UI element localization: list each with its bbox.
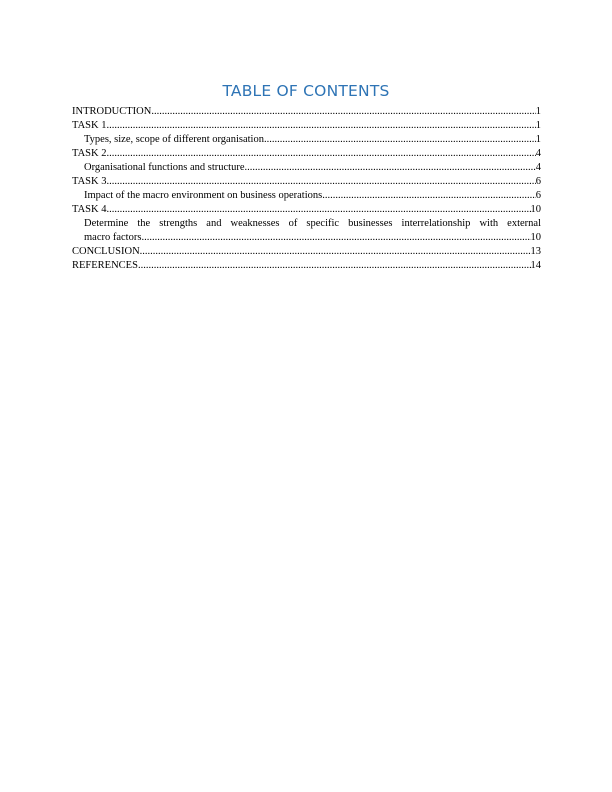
- toc-entry-label: Types, size, scope of different organisation: [84, 134, 264, 145]
- toc-dot-leader: [264, 133, 536, 147]
- toc-entry-page: 6: [535, 176, 541, 187]
- table-of-contents: [72, 105, 541, 273]
- toc-entry-label: REFERENCES: [72, 260, 138, 271]
- toc-dot-leader: [151, 105, 535, 119]
- toc-entry-page: 13: [530, 246, 541, 257]
- toc-dot-leader: [138, 259, 531, 273]
- toc-entry-page: 10: [530, 232, 541, 243]
- toc-entry-label: INTRODUCTION: [72, 106, 152, 117]
- toc-dot-leader: [106, 175, 535, 189]
- toc-entry-conclusion[interactable]: [72, 245, 541, 259]
- toc-entry-label: Impact of the macro environment on business operations: [84, 190, 323, 201]
- toc-entry-label: CONCLUSION: [72, 246, 140, 257]
- toc-dot-leader: [322, 189, 536, 203]
- toc-entry-label: TASK 3: [72, 176, 107, 187]
- toc-entry-introduction[interactable]: [72, 105, 541, 119]
- toc-entry-label: Organisational functions and structure: [84, 162, 245, 173]
- toc-dot-leader: [106, 203, 530, 217]
- toc-entry-task-1[interactable]: [72, 119, 541, 133]
- toc-entry-page: 4: [535, 162, 541, 173]
- toc-dot-leader: [106, 147, 535, 161]
- toc-subentry-strengths-weaknesses[interactable]: [72, 217, 541, 245]
- toc-entry-label: TASK 4: [72, 204, 107, 215]
- toc-entry-task-2[interactable]: [72, 147, 541, 161]
- toc-entry-page: 14: [530, 260, 541, 271]
- toc-dot-leader: [244, 161, 535, 175]
- toc-dot-leader: [141, 231, 530, 245]
- toc-entry-page: 1: [535, 120, 541, 131]
- toc-entry-label-line-2-row: [84, 231, 541, 245]
- toc-dot-leader: [106, 119, 535, 133]
- toc-entry-page: 6: [535, 190, 541, 201]
- toc-subentry-organisational-functions[interactable]: [72, 161, 541, 175]
- toc-entry-references[interactable]: [72, 259, 541, 273]
- toc-entry-page: 1: [535, 134, 541, 145]
- toc-entry-label: TASK 1: [72, 120, 107, 131]
- toc-entry-label-line-2: macro factors: [84, 232, 142, 243]
- toc-entry-task-4[interactable]: [72, 203, 541, 217]
- toc-subentry-types-size-scope[interactable]: [72, 133, 541, 147]
- toc-entry-page: 10: [530, 204, 541, 215]
- toc-entry-page: 4: [535, 148, 541, 159]
- toc-entry-label: TASK 2: [72, 148, 107, 159]
- toc-dot-leader: [140, 245, 531, 259]
- toc-entry-task-3[interactable]: [72, 175, 541, 189]
- toc-entry-label-line-1: Determine the strengths and weaknesses of specific businesses interrelationship with external: [84, 218, 541, 229]
- toc-entry-page: 1: [535, 106, 541, 117]
- toc-subentry-macro-environment[interactable]: [72, 189, 541, 203]
- toc-title: TABLE OF CONTENTS: [222, 82, 390, 100]
